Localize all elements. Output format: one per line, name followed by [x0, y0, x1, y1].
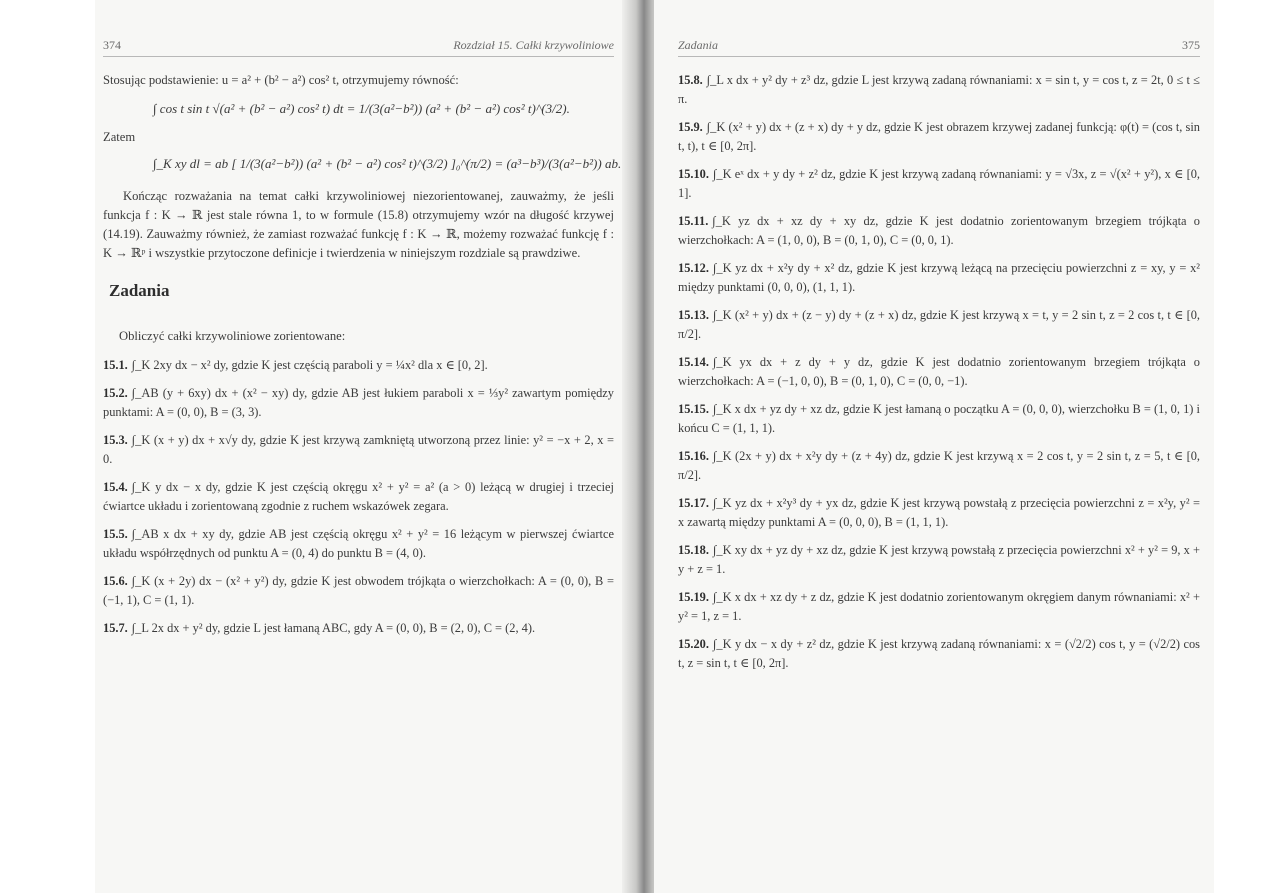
- display-equation-1: ∫ cos t sin t √(a² + (b² − a²) cos² t) dt = 1/(3(a²−b²)) (a² + (b² − a²) cos² t)^(3/2).: [153, 101, 570, 116]
- concluding-paragraph: Kończąc rozważania na temat całki krzywoliniowej niezorientowanej, zauważmy, że jeśli funkcja f : K → ℝ jest stale równa 1, to w formule (15.8) otrzymujemy wzór na długość krzywej (14.19). Zauważmy również, że zamiast rozważać funkcję f : K → ℝ, możemy rozważać funkcję f : K → ℝᵖ i wszystkie przytoczone definicje i twierdzenia w niniejszym rozdziale są prawdziwe.: [103, 189, 614, 260]
- exercise-text: ∫_K yz dx + x²y³ dy + yx dz, gdzie K jest krzywą powstałą z przecięcia powierzchni z = x²y, y² = x zawartą między punktami A = (0, 0, 0), B = (1, 1, 1).: [678, 496, 1200, 529]
- exercise-text: ∫_K x dx + yz dy + xz dz, gdzie K jest łamaną o początku A = (0, 0, 0), wierzchołku B = (1, 0, 1) i końcu C = (1, 1, 1).: [678, 402, 1200, 435]
- exercise-number: 15.20.: [678, 637, 709, 651]
- exercise-text: ∫_K xy dx + yz dy + xz dz, gdzie K jest krzywą powstałą z przecięcia powierzchni x² + y² = 9, x + y + z = 1.: [678, 543, 1200, 576]
- exercise-item: [678, 494, 1200, 532]
- running-head-left: [103, 38, 614, 57]
- page-number-left: 374: [103, 38, 121, 52]
- section-title: Zadania: [109, 281, 170, 300]
- running-head-title-left: Rozdział 15. Całki krzywoliniowe: [453, 38, 614, 52]
- exercise-item: [678, 212, 1200, 250]
- exercise-item: [678, 635, 1200, 673]
- exercise-text: ∫_K y dx − x dy, gdzie K jest częścią okręgu x² + y² = a² (a > 0) leżącą w drugiej i trzeciej ćwiartce układu i zorientowaną zgodnie z ruchem wskazówek zegara.: [103, 480, 614, 513]
- exercise-text: ∫_K 2xy dx − x² dy, gdzie K jest częścią paraboli y = ¼x² dla x ∈ [0, 2].: [131, 358, 488, 372]
- exercise-item: [678, 400, 1200, 438]
- exercise-item: [678, 165, 1200, 203]
- exercise-number: 15.8.: [678, 73, 703, 87]
- exercise-number: 15.4.: [103, 480, 128, 494]
- exercise-number: 15.1.: [103, 358, 128, 372]
- exercise-text: ∫_K yx dx + z dy + y dz, gdzie K jest dodatnio zorientowanym brzegiem trójkąta o wierzchołkach: A = (−1, 0, 0), B = (0, 1, 0), C = (0, 0, −1).: [678, 355, 1200, 388]
- exercise-number: 15.2.: [103, 386, 128, 400]
- exercise-text: ∫_K eˣ dx + y dy + z² dz, gdzie K jest krzywą zadaną równaniami: y = √3x, z = √(x² + y²), x ∈ [0, 1].: [678, 167, 1200, 200]
- exercise-item: [678, 118, 1200, 156]
- exercise-item: [103, 431, 614, 469]
- running-head-right: [678, 38, 1200, 57]
- exercise-text: ∫_AB (y + 6xy) dx + (x² − xy) dy, gdzie AB jest łukiem paraboli x = ⅓y² zawartym pomiędzy punktami: A = (0, 0), B = (3, 3).: [103, 386, 614, 419]
- exercise-number: 15.12.: [678, 261, 709, 275]
- exercise-text: ∫_L x dx + y² dy + z³ dz, gdzie L jest krzywą zadaną równaniami: x = sin t, y = cos t, z = 2t, 0 ≤ t ≤ π.: [678, 73, 1200, 106]
- exercise-text: ∫_K yz dx + xz dy + xy dz, gdzie K jest dodatnio zorientowanym brzegiem trójkąta o wierzchołkach: A = (1, 0, 0), B = (0, 1, 0), C = (0, 0, 1).: [678, 214, 1200, 247]
- exercises-intro: Obliczyć całki krzywoliniowe zorientowane:: [119, 329, 346, 343]
- right-page: [654, 0, 1214, 893]
- exercise-text: ∫_K y dx − x dy + z² dz, gdzie K jest krzywą zadaną równaniami: x = (√2/2) cos t, y = (√2/2) cos t, z = sin t, t ∈ [0, 2π].: [678, 637, 1200, 670]
- exercise-list-left: [103, 356, 614, 638]
- exercise-text: ∫_K (x² + y) dx + (z − y) dy + (z + x) dz, gdzie K jest krzywą x = t, y = 2 sin t, z = 2 cos t, t ∈ [0, π/2].: [678, 308, 1200, 341]
- left-page: [95, 0, 628, 893]
- exercise-number: 15.19.: [678, 590, 709, 604]
- exercise-text: ∫_L 2x dx + y² dy, gdzie L jest łamaną ABC, gdy A = (0, 0), B = (2, 0), C = (2, 4).: [131, 621, 536, 635]
- exercise-item: [678, 71, 1200, 109]
- exercise-list-right: [678, 71, 1200, 673]
- substitution-text: Stosując podstawienie: u = a² + (b² − a²) cos² t, otrzymujemy równość:: [103, 73, 459, 87]
- exercise-text: ∫_K (2x + y) dx + x²y dy + (z + 4y) dz, gdzie K jest krzywą x = 2 cos t, y = 2 sin t, z = 5, t ∈ [0, π/2].: [678, 449, 1200, 482]
- exercise-number: 15.5.: [103, 527, 128, 541]
- exercise-item: [103, 384, 614, 422]
- exercise-text: ∫_K yz dx + x²y dy + x² dz, gdzie K jest krzywą leżącą na przecięciu powierzchni z = xy, y = x² między punktami (0, 0, 0), (1, 1, 1).: [678, 261, 1200, 294]
- exercise-number: 15.16.: [678, 449, 709, 463]
- running-head-title-right: Zadania: [678, 38, 719, 52]
- exercise-text: ∫_K (x + 2y) dx − (x² + y²) dy, gdzie K jest obwodem trójkąta o wierzchołkach: A = (0, 0), B = (−1, 1), C = (1, 1).: [103, 574, 614, 607]
- exercise-number: 15.14.: [678, 355, 709, 369]
- exercise-number: 15.13.: [678, 308, 709, 322]
- exercise-number: 15.6.: [103, 574, 128, 588]
- exercise-number: 15.15.: [678, 402, 709, 416]
- exercise-item: [103, 356, 614, 375]
- exercise-number: 15.17.: [678, 496, 709, 510]
- exercise-number: 15.7.: [103, 621, 128, 635]
- exercise-text: ∫_K (x² + y) dx + (z + x) dy + y dz, gdzie K jest obrazem krzywej zadanej funkcją: φ(t) = (cos t, sin t, t), t ∈ [0, 2π].: [678, 120, 1200, 153]
- page-number-right: 375: [1182, 38, 1200, 52]
- exercise-number: 15.9.: [678, 120, 703, 134]
- exercise-number: 15.18.: [678, 543, 709, 557]
- exercise-item: [678, 588, 1200, 626]
- exercise-text: ∫_K (x + y) dx + x√y dy, gdzie K jest krzywą zamkniętą utworzoną przez linie: y² = −x + 2, x = 0.: [103, 433, 614, 466]
- exercise-item: [103, 619, 614, 638]
- zatem-label: Zatem: [103, 130, 136, 144]
- exercise-number: 15.3.: [103, 433, 128, 447]
- exercise-number: 15.11.: [678, 214, 709, 228]
- exercise-item: [678, 541, 1200, 579]
- exercise-item: [103, 525, 614, 563]
- exercise-item: [103, 572, 614, 610]
- exercise-item: [678, 306, 1200, 344]
- exercise-item: [678, 447, 1200, 485]
- exercise-item: [103, 478, 614, 516]
- exercise-number: 15.10.: [678, 167, 709, 181]
- display-equation-2: ∫_K xy dl = ab [ 1/(3(a²−b²)) (a² + (b² − a²) cos² t)^(3/2) ]₀^(π/2) = (a³−b³)/(3(a²−b²)) ab.: [153, 156, 622, 171]
- exercise-text: ∫_K x dx + xz dy + z dz, gdzie K jest dodatnio zorientowanym okręgiem danym równaniami: x² + y² = 1, z = 1.: [678, 590, 1200, 623]
- exercise-text: ∫_AB x dx + xy dy, gdzie AB jest częścią okręgu x² + y² = 16 leżącym w pierwszej ćwiartce układu współrzędnych od punktu A = (0, 4) do punktu B = (4, 0).: [103, 527, 614, 560]
- exercise-item: [678, 259, 1200, 297]
- exercise-item: [678, 353, 1200, 391]
